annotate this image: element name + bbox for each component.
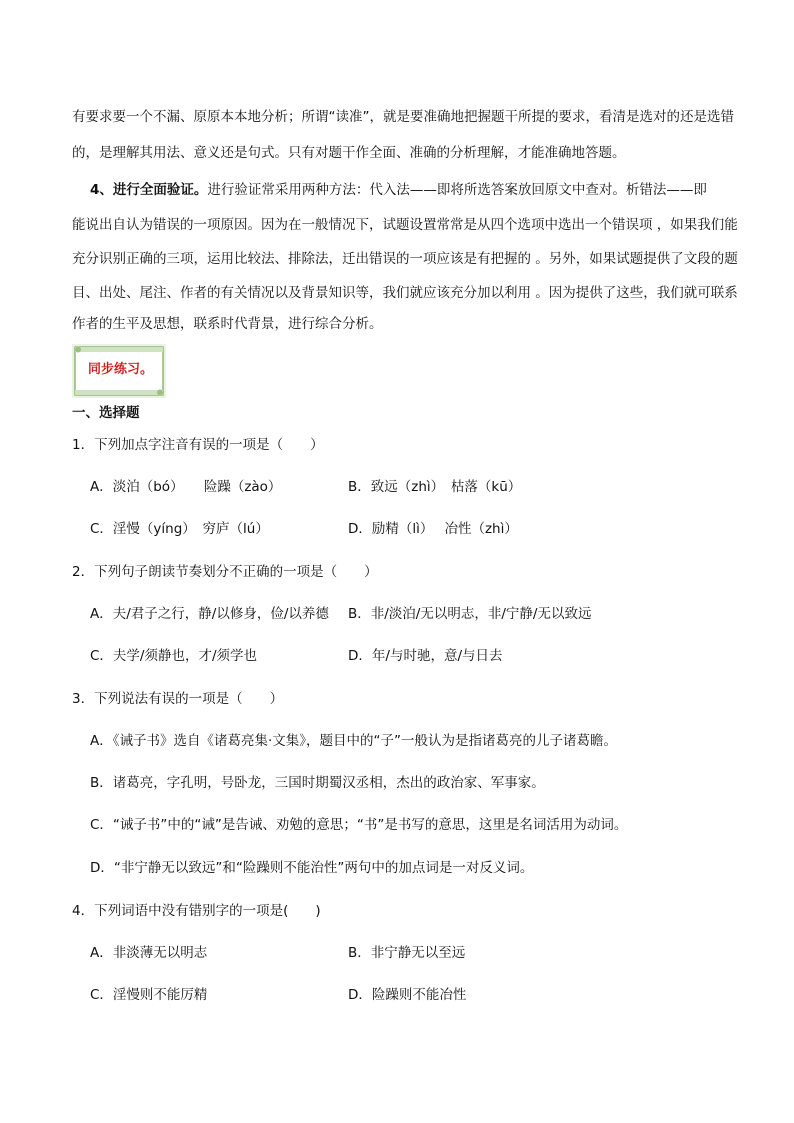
- option-c[interactable]: C．“诫子书”中的“诫”是告诫、劝勉的意思；“书”是书写的意思，这里是名词活用为动词。: [90, 817, 628, 833]
- option-c[interactable]: C．夫学/须静也，才/须学也: [90, 648, 258, 664]
- option-c[interactable]: C．淫慢（yíng） 穷庐（lú）: [90, 521, 269, 537]
- intro-line: 有要求要一个不漏、原原本本地分析；所谓“读准”，就是要准确地把握题干所提的要求，看清是选对的还是选错: [72, 109, 734, 125]
- badge-label: 同步练习。: [88, 362, 154, 377]
- option-d[interactable]: D．励精（lì） 冶性（zhì）: [348, 521, 518, 537]
- option-d[interactable]: D．年/与时驰，意/与日去: [348, 648, 503, 664]
- option-d[interactable]: D．险躁则不能冶性: [348, 987, 467, 1003]
- question-stem: 4．下列词语中没有错别字的一项是( ): [72, 903, 321, 919]
- paragraph-text: 进行验证常采用两种方法：代入法——即将所选答案放回原文中查对。析错法——即: [207, 182, 707, 198]
- question-stem: 2．下列句子朗读节奏划分不正确的一项是（ ）: [72, 564, 378, 580]
- paragraph-line: 作者的生平及思想，联系时代背景，进行综合分析。: [72, 316, 383, 332]
- question-stem: 3．下列说法有误的一项是（ ）: [72, 691, 284, 707]
- option-a[interactable]: A．淡泊（bó） 险躁（zào）: [90, 479, 282, 495]
- paragraph-line: 能说出自认为错误的一项原因。因为在一般情况下，试题设置常常是从四个选项中选出一个错误项 ，如果我们能: [72, 217, 738, 233]
- intro-line: 的，是理解其用法、意义还是句式。只有对题干作全面、准确的分析理解，才能准确地答题。: [72, 145, 626, 161]
- option-b[interactable]: B．非/淡泊/无以明志，非/宁静/无以致远: [348, 606, 592, 622]
- option-d[interactable]: D．“非宁静无以致远”和“险躁则不能治性”两句中的加点词是一对反义词。: [90, 860, 534, 876]
- paragraph-heading: 4、进行全面验证。: [90, 182, 208, 198]
- question-stem: 1．下列加点字注音有误的一项是（ ）: [72, 437, 324, 453]
- paragraph-line: 充分识别正确的三项，运用比较法、排除法，迁出错误的一项应该是有把握的 。另外，如果试题提供了文段的题: [72, 251, 738, 267]
- option-a[interactable]: A．非淡薄无以明志: [90, 945, 208, 961]
- paragraph-line: 目、出处、尾注、作者的有关情况以及背景知识等，我们就应该充分加以利用 。因为提供了这些，我们就可联系: [72, 285, 738, 301]
- option-b[interactable]: B．非宁静无以至远: [348, 945, 466, 961]
- option-b[interactable]: B．诸葛亮，字孔明，号卧龙，三国时期蜀汉丞相，杰出的政治家、军事家。: [90, 775, 545, 791]
- option-a[interactable]: A．《诫子书》选自《诸葛亮集·文集》，题目中的“子”一般认为是指诸葛亮的儿子诸葛瞻。: [90, 733, 618, 749]
- paragraph-line: [90, 181, 707, 199]
- practice-badge: [72, 344, 166, 398]
- option-c[interactable]: C．淫慢则不能厉精: [90, 987, 208, 1003]
- section-title: 一、选择题: [72, 405, 140, 421]
- option-b[interactable]: B．致远（zhì） 枯落（kū）: [348, 479, 522, 495]
- option-a[interactable]: A．夫/君子之行，静/以修身，俭/以养德: [90, 606, 329, 622]
